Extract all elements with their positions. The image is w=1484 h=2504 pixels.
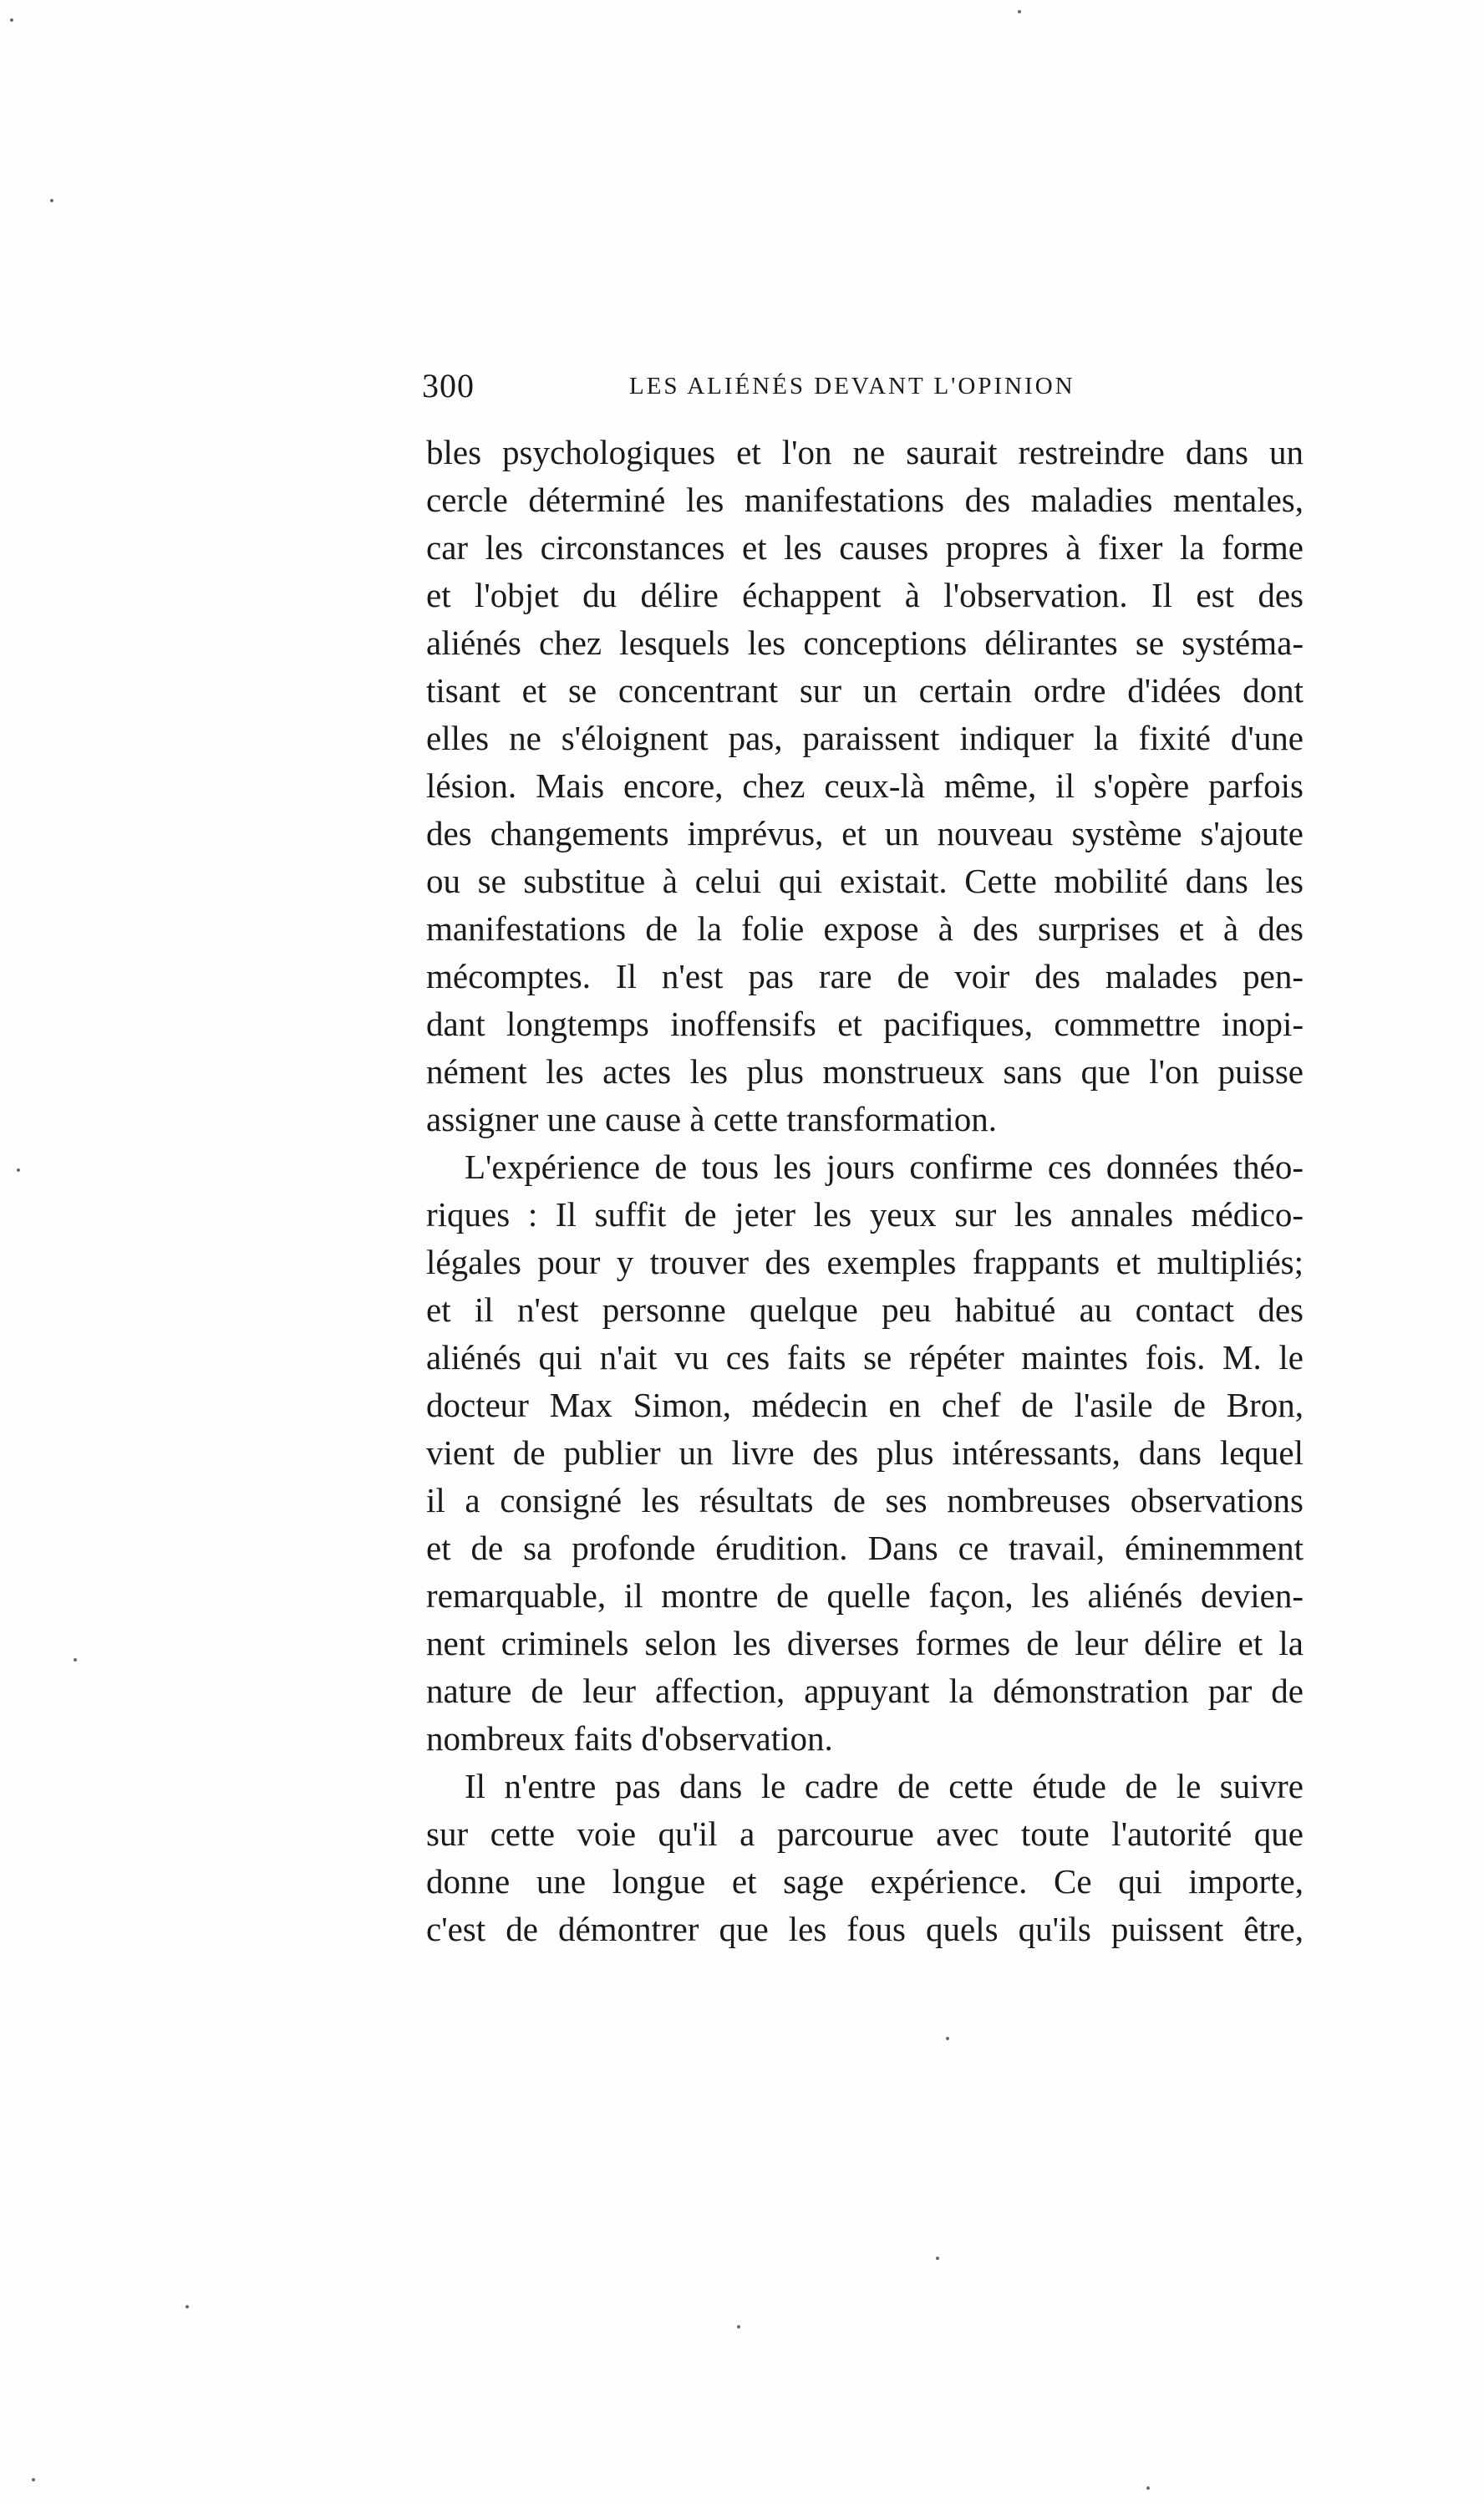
scan-speck — [74, 1658, 77, 1662]
text-line: et l'objet du délire échappent à l'observation. Il est des — [426, 576, 1304, 614]
scan-speck — [946, 2037, 949, 2040]
text-line: c'est de démontrer que les fous quels qu'ils puissent être, — [426, 1910, 1304, 1948]
scan-speck — [936, 2257, 939, 2260]
text-line: riques : Il suffit de jeter les yeux sur les annales médico- — [426, 1195, 1304, 1234]
text-line: remarquable, il montre de quelle façon, les aliénés devien- — [426, 1576, 1304, 1615]
body-text — [426, 429, 1304, 1953]
text-line: tisant et se concentrant sur un certain ordre d'idées dont — [426, 671, 1304, 710]
scan-speck — [10, 18, 13, 22]
text-line: mécomptes. Il n'est pas rare de voir des malades pen- — [426, 957, 1304, 995]
text-line: nent criminels selon les diverses formes de leur délire et la — [426, 1624, 1304, 1662]
text-line: ou se substitue à celui qui existait. Cette mobilité dans les — [426, 862, 1304, 900]
paragraph-3 — [426, 1763, 1304, 1953]
text-line: légales pour y trouver des exemples frappants et multipliés; — [426, 1243, 1304, 1281]
text-line: Il n'entre pas dans le cadre de cette étude de le suivre — [465, 1767, 1304, 1805]
text-line: et de sa profonde érudition. Dans ce travail, éminemment — [426, 1529, 1304, 1567]
scan-speck — [737, 2325, 740, 2328]
text-line: et il n'est personne quelque peu habitué au contact des — [426, 1290, 1304, 1329]
text-line: elles ne s'éloignent pas, paraissent indiquer la fixité d'une — [426, 719, 1304, 757]
scan-speck — [50, 199, 53, 202]
scan-speck — [186, 2305, 189, 2308]
text-line: cercle déterminé les manifestations des maladies mentales, — [426, 481, 1304, 519]
text-line: aliénés qui n'ait vu ces faits se répéter maintes fois. M. le — [426, 1338, 1304, 1377]
scan-speck — [32, 2478, 35, 2481]
text-line: nombreux faits d'observation. — [426, 1719, 833, 1758]
running-head — [422, 361, 1090, 411]
text-line: nément les actes les plus monstrueux sans que l'on puisse — [426, 1052, 1304, 1091]
text-line: vient de publier un livre des plus intéressants, dans lequel — [426, 1433, 1304, 1472]
paragraph-2 — [426, 1143, 1304, 1763]
text-line: lésion. Mais encore, chez ceux-là même, il s'opère parfois — [426, 766, 1304, 805]
scan-speck — [1146, 2486, 1150, 2490]
text-line: sur cette voie qu'il a parcourue avec toute l'autorité que — [426, 1814, 1304, 1853]
text-line: dant longtemps inoffensifs et pacifiques, commettre inopi- — [426, 1005, 1304, 1043]
text-line: il a consigné les résultats de ses nombreuses observations — [426, 1481, 1304, 1519]
text-line: assigner une cause à cette transformation. — [426, 1100, 998, 1138]
text-line: aliénés chez lesquels les conceptions délirantes se systéma- — [426, 623, 1304, 662]
scan-speck — [17, 1168, 20, 1172]
text-line: car les circonstances et les causes propres à fixer la forme — [426, 528, 1304, 567]
text-line: nature de leur affection, appuyant la démonstration par de — [426, 1672, 1304, 1710]
text-line: docteur Max Simon, médecin en chef de l'asile de Bron, — [426, 1386, 1304, 1424]
text-line: bles psychologiques et l'on ne saurait restreindre dans un — [426, 433, 1304, 471]
text-line: donne une longue et sage expérience. Ce qui importe, — [426, 1862, 1304, 1901]
paragraph-1 — [426, 429, 1304, 1143]
text-line: manifestations de la folie expose à des surprises et à des — [426, 909, 1304, 948]
scan-speck — [1018, 10, 1021, 13]
text-line: des changements imprévus, et un nouveau système s'ajoute — [426, 814, 1304, 852]
running-title: LES ALIÉNÉS DEVANT L'OPINION — [629, 373, 1075, 400]
text-line: L'expérience de tous les jours confirme ces données théo- — [465, 1148, 1304, 1186]
page-number: 300 — [422, 367, 475, 405]
